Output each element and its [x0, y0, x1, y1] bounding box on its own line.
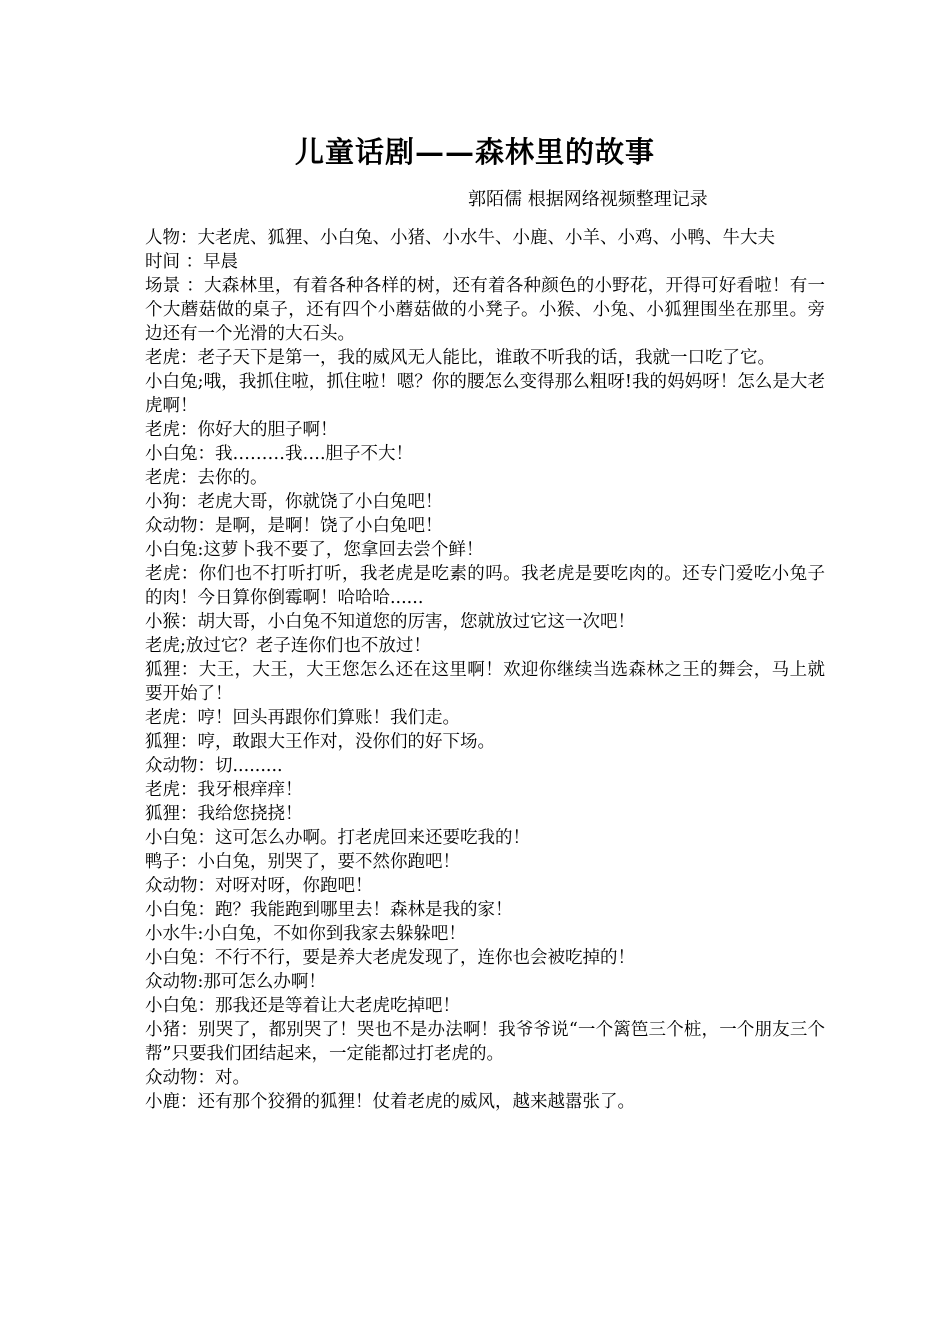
document-title: 儿童话剧——森林里的故事 [294, 135, 655, 169]
script-line: 小猴：胡大哥，小白兔不知道您的厉害，您就放过它这一次吧！ [145, 612, 635, 632]
script-line: 小白兔：那我还是等着让大老虎吃掉吧！ [145, 996, 460, 1016]
script-line: 狐狸：大王，大王，大王您怎么还在这里啊！欢迎你继续当选森林之王的舞会，马上就要开始了！ [145, 660, 825, 704]
script-line: 小白兔;哦，我抓住啦，抓住啦！嗯？你的腰怎么变得那么粗呀!我的妈妈呀！怎么是大老虎啊！ [145, 372, 825, 416]
script-line: 场景 ：大森林里，有着各种各样的树，还有着各种颜色的小野花，开得可好看啦！有一 个大蘑菇做的桌子，还有四个小蘑菇做的小凳子。小猴、小兔、小狐狸围坐在那里。旁边还有一个光滑的大石头。 [145, 276, 825, 344]
script-line: 鸭子：小白兔，别哭了，要不然你跑吧！ [145, 852, 460, 872]
script-line: 老虎：你们也不打听打听，我老虎是吃素的吗。我老虎是要吃肉的。还专门爱吃小兔子的肉！今日算你倒霉啊！哈哈哈...... [145, 564, 825, 608]
script-line: 众动物：对呀对呀，你跑吧！ [145, 876, 373, 896]
script-line: 小水牛:小白兔，不如你到我家去躲躲吧！ [145, 924, 466, 944]
script-line: 小白兔：不行不行，要是养大老虎发现了，连你也会被吃掉的！ [145, 948, 635, 968]
script-line: 人物：大老虎、狐狸、小白兔、小猪、小水牛、小鹿、小羊、小鸡、小鸭、牛大夫 [145, 228, 775, 248]
script-line: 时间 ：早晨 [145, 252, 239, 272]
script-line: 小猪：别哭了，都别哭了！哭也不是办法啊！我爷爷说“一个篱笆三个桩，一个朋友三个帮”只要我们团结起来，一定能都过打老虎的。 [145, 1020, 825, 1064]
script-line: 狐狸：哼，敢跟大王作对，没你们的好下场。 [145, 732, 495, 752]
script-line: 小白兔：我………我….胆子不大！ [145, 444, 414, 464]
document-byline: 郭陌儒 根据网络视频整理记录 [468, 189, 708, 210]
script-line: 老虎：哼！回头再跟你们算账！我们走。 [145, 708, 460, 728]
script-line: 狐狸：我给您挠挠！ [145, 804, 303, 824]
script-line: 小白兔：这可怎么办啊。打老虎回来还要吃我的！ [145, 828, 530, 848]
script-line: 小白兔:这萝卜我不要了，您拿回去尝个鲜！ [145, 540, 484, 560]
script-line: 小鹿：还有那个狡猾的狐狸！仗着老虎的威风，越来越嚣张了。 [145, 1092, 635, 1112]
script-line: 老虎：老子天下是第一，我的威风无人能比，谁敢不听我的话，我就一口吃了它。 [145, 348, 775, 368]
script-line: 小狗：老虎大哥，你就饶了小白兔吧！ [145, 492, 443, 512]
script-line: 老虎;放过它？老子连你们也不放过！ [145, 636, 431, 656]
script-line: 老虎：我牙根痒痒！ [145, 780, 303, 800]
script-line: 众动物:那可怎么办啊！ [145, 972, 326, 992]
script-line: 众动物：对。 [145, 1068, 250, 1088]
script-line: 老虎：去你的。 [145, 468, 268, 488]
script-line: 众动物：是啊，是啊！饶了小白兔吧！ [145, 516, 443, 536]
script-line: 小白兔：跑？我能跑到哪里去！森林是我的家！ [145, 900, 513, 920]
script-body [145, 226, 825, 1114]
script-line: 老虎：你好大的胆子啊！ [145, 420, 338, 440]
script-line: 众动物：切......... [145, 756, 283, 776]
